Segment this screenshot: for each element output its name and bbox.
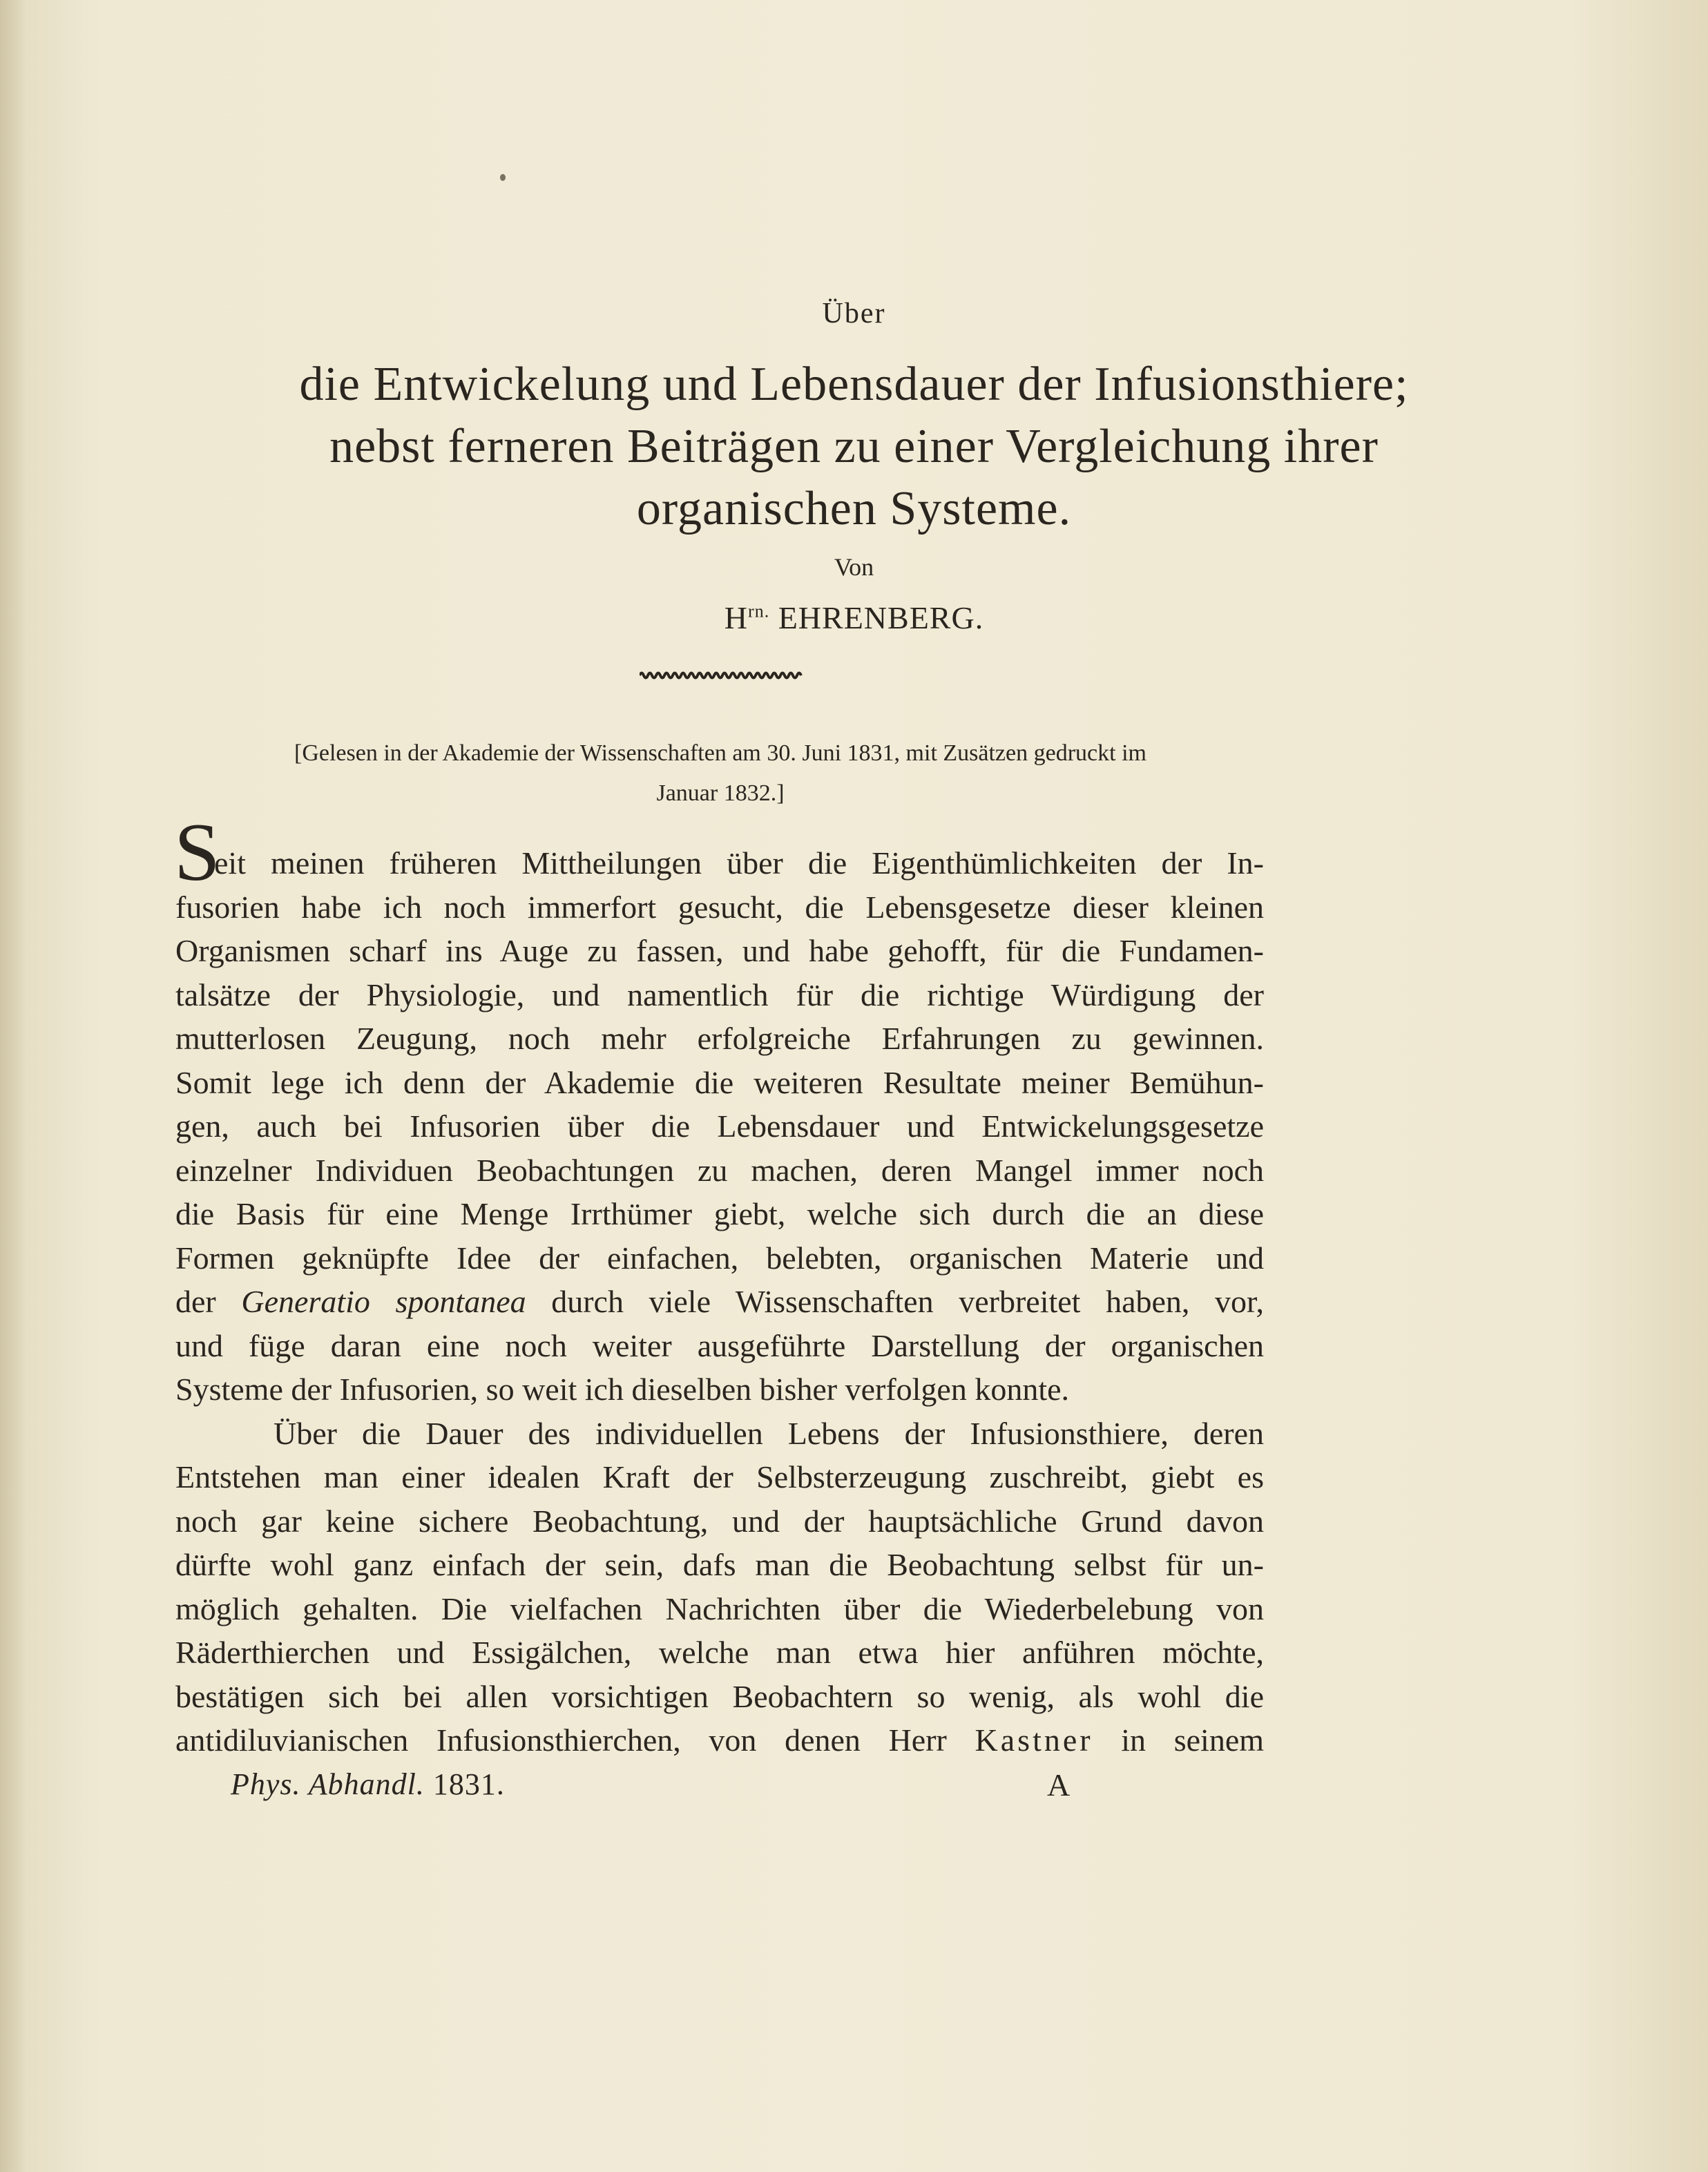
text-line: Über die Dauer des individuellen Lebens der Infusionsthiere, deren bbox=[274, 1415, 1264, 1451]
italic-term: Generatio spontanea bbox=[241, 1284, 526, 1319]
text-line: fusorien habe ich noch immerfort gesucht, die Lebensgesetze dieser kleinen bbox=[175, 889, 1264, 925]
text-fragment: der bbox=[175, 1284, 216, 1319]
drop-cap: S bbox=[174, 806, 220, 898]
title-line: nebst ferneren Beiträgen zu einer Vergleichung ihrer bbox=[329, 420, 1379, 473]
author-surname: EHRENBERG. bbox=[778, 600, 984, 635]
title-line: organischen Systeme. bbox=[636, 482, 1072, 535]
text-line: Somit lege ich denn der Akademie die weiteren Resultate meiner Bemühun- bbox=[175, 1064, 1264, 1100]
text-fragment: in seinem bbox=[1121, 1722, 1265, 1758]
author-name bbox=[0, 599, 1708, 636]
pre-title: Über bbox=[822, 298, 886, 329]
note-line: [Gelesen in der Akademie der Wissenschaften am 30. Juni 1831, mit Zusätzen gedruckt im bbox=[294, 740, 1146, 766]
note-line: Januar 1832.] bbox=[656, 780, 785, 806]
text-line: noch gar keine sichere Beobachtung, und der hauptsächliche Grund davon bbox=[175, 1503, 1264, 1539]
footer-journal bbox=[231, 1767, 505, 1802]
text-line: talsätze der Physiologie, und namentlich für die richtige Würdigung der bbox=[175, 977, 1264, 1012]
signature-mark: A bbox=[1047, 1767, 1071, 1803]
text-line: Entstehen man einer idealen Kraft der Selbsterzeugung zuschreibt, giebt es bbox=[175, 1459, 1264, 1495]
author-prefix: H bbox=[724, 600, 749, 635]
journal-year: 1831. bbox=[432, 1767, 505, 1801]
text-line: einzelner Individuen Beobachtungen zu machen, deren Mangel immer noch bbox=[175, 1152, 1264, 1188]
text-line: eit meinen früheren Mittheilungen über die Eigenthümlichkeiten der In- bbox=[214, 845, 1264, 881]
article-title bbox=[0, 354, 1708, 540]
text-line: Systeme der Infusorien, so weit ich dieselben bisher verfolgen konnte. bbox=[175, 1372, 1070, 1407]
text-line: und füge daran eine noch weiter ausgeführte Darstellung der organischen bbox=[175, 1327, 1264, 1363]
body-text bbox=[175, 841, 1264, 1762]
author-title-suffix: rn. bbox=[748, 601, 770, 622]
text-line: mutterlosen Zeugung, noch mehr erfolgreiche Erfahrungen zu gewinnen. bbox=[175, 1021, 1264, 1056]
text-fragment: durch viele Wissenschaften verbreitet haben, vor, bbox=[551, 1284, 1264, 1319]
text-fragment: antidiluvianischen Infusionsthierchen, von denen Herr bbox=[175, 1722, 947, 1758]
pencil-mark bbox=[500, 174, 506, 181]
text-line: Organismen scharf ins Auge zu fassen, und habe gehofft, für die Fundamen- bbox=[175, 933, 1264, 968]
text-line: möglich gehalten. Die vielfachen Nachrichten über die Wiederbelebung von bbox=[175, 1590, 1264, 1626]
text-line: Formen geknüpfte Idee der einfachen, belebten, organischen Materie und bbox=[175, 1240, 1264, 1276]
title-line: die Entwickelung und Lebensdauer der Infusionsthiere; bbox=[299, 358, 1409, 411]
text-line: die Basis für eine Menge Irrthümer giebt, welche sich durch die an diese bbox=[175, 1196, 1264, 1231]
spaced-name: Kastner bbox=[975, 1722, 1093, 1758]
text-line: Räderthierchen und Essigälchen, welche man etwa hier anführen möchte, bbox=[175, 1635, 1264, 1670]
reading-note bbox=[173, 733, 1268, 814]
text-line bbox=[175, 1280, 1264, 1324]
text-line: bestätigen sich bei allen vorsichtigen Beobachtern so wenig, als wohl die bbox=[175, 1678, 1264, 1714]
text-line bbox=[175, 1718, 1264, 1762]
byline-label: Von bbox=[834, 553, 874, 581]
wavy-ornament bbox=[640, 670, 804, 681]
text-line: gen, auch bei Infusorien über die Lebensdauer und Entwickelungsgesetze bbox=[175, 1108, 1264, 1144]
text-line: dürfte wohl ganz einfach der sein, dafs man die Beobachtung selbst für un- bbox=[175, 1547, 1264, 1582]
journal-name: Phys. Abhandl. bbox=[231, 1767, 425, 1801]
